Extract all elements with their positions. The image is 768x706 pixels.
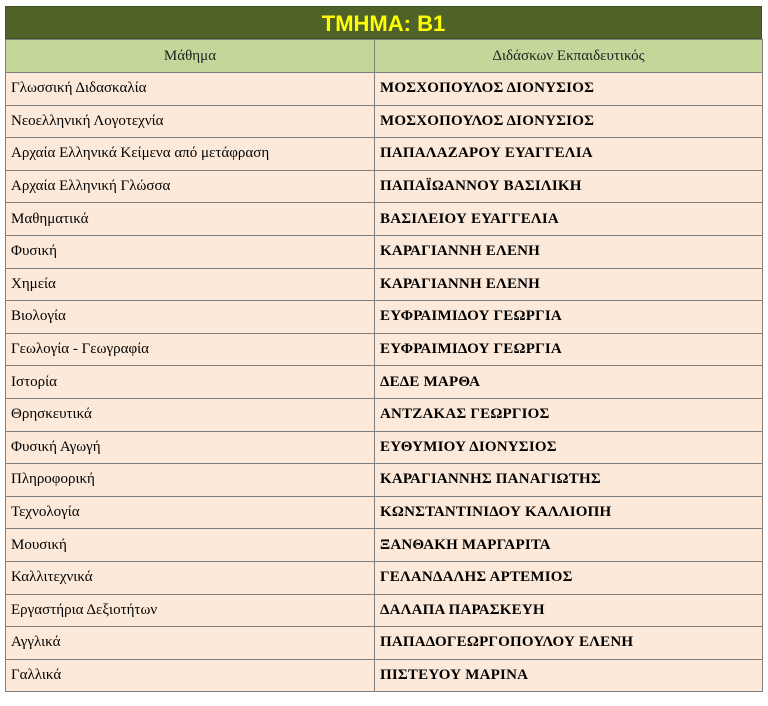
header-row — [6, 40, 763, 73]
subject-cell: Φυσική Αγωγή — [6, 431, 375, 464]
teacher-cell: ΜΟΣΧΟΠΟΥΛΟΣ ΔΙΟΝΥΣΙΟΣ — [375, 105, 763, 138]
table-row — [6, 659, 763, 692]
table-row — [6, 561, 763, 594]
subject-cell: Πληροφορική — [6, 464, 375, 497]
table-row — [6, 138, 763, 171]
teacher-cell: ΠΙΣΤΕΥΟΥ ΜΑΡΙΝΑ — [375, 659, 763, 692]
subject-cell: Αγγλικά — [6, 627, 375, 660]
table-row — [6, 73, 763, 106]
table-row — [6, 268, 763, 301]
teacher-cell: ΑΝΤΖΑΚΑΣ ΓΕΩΡΓΙΟΣ — [375, 398, 763, 431]
table-body — [6, 73, 763, 692]
teacher-cell: ΠΑΠΑΔΟΓΕΩΡΓΟΠΟΥΛΟΥ ΕΛΕΝΗ — [375, 627, 763, 660]
table-row — [6, 594, 763, 627]
subject-cell: Αρχαία Ελληνικά Κείμενα από μετάφραση — [6, 138, 375, 171]
table-row — [6, 170, 763, 203]
subject-cell: Μουσική — [6, 529, 375, 562]
teacher-cell: ΕΥΘΥΜΙΟΥ ΔΙΟΝΥΣΙΟΣ — [375, 431, 763, 464]
teacher-cell: ΚΑΡΑΓΙΑΝΝΗΣ ΠΑΝΑΓΙΩΤΗΣ — [375, 464, 763, 497]
teacher-cell: ΠΑΠΑΛΑΖΑΡΟΥ ΕΥΑΓΓΕΛΙΑ — [375, 138, 763, 171]
subject-cell: Εργαστήρια Δεξιοτήτων — [6, 594, 375, 627]
table-row — [6, 203, 763, 236]
teachers-table — [5, 39, 763, 692]
teacher-cell: ΜΟΣΧΟΠΟΥΛΟΣ ΔΙΟΝΥΣΙΟΣ — [375, 73, 763, 106]
table-row — [6, 105, 763, 138]
subject-cell: Τεχνολογία — [6, 496, 375, 529]
table-row — [6, 464, 763, 497]
table-row — [6, 333, 763, 366]
schedule-sheet — [5, 6, 762, 692]
table-row — [6, 627, 763, 660]
class-title: ΤΜΗΜΑ: Β1 — [5, 6, 762, 39]
teacher-cell: ΔΑΛΑΠΑ ΠΑΡΑΣΚΕΥΗ — [375, 594, 763, 627]
subject-cell: Θρησκευτικά — [6, 398, 375, 431]
table-row — [6, 235, 763, 268]
subject-cell: Γεωλογία - Γεωγραφία — [6, 333, 375, 366]
subject-cell: Φυσική — [6, 235, 375, 268]
table-row — [6, 398, 763, 431]
subject-cell: Βιολογία — [6, 301, 375, 334]
teacher-cell: ΚΑΡΑΓΙΑΝΝΗ ΕΛΕΝΗ — [375, 235, 763, 268]
table-row — [6, 366, 763, 399]
teacher-cell: ΕΥΦΡΑΙΜΙΔΟΥ ΓΕΩΡΓΙΑ — [375, 333, 763, 366]
subject-cell: Μαθηματικά — [6, 203, 375, 236]
subject-cell: Γαλλικά — [6, 659, 375, 692]
teacher-cell: ΞΑΝΘΑΚΗ ΜΑΡΓΑΡΙΤΑ — [375, 529, 763, 562]
teacher-cell: ΓΕΛΑΝΔΑΛΗΣ ΑΡΤΕΜΙΟΣ — [375, 561, 763, 594]
header-subject: Μάθημα — [6, 40, 375, 73]
subject-cell: Αρχαία Ελληνική Γλώσσα — [6, 170, 375, 203]
teacher-cell: ΚΩΝΣΤΑΝΤΙΝΙΔΟΥ ΚΑΛΛΙΟΠΗ — [375, 496, 763, 529]
table-row — [6, 496, 763, 529]
subject-cell: Γλωσσική Διδασκαλία — [6, 73, 375, 106]
subject-cell: Χημεία — [6, 268, 375, 301]
table-row — [6, 301, 763, 334]
table-row — [6, 529, 763, 562]
teacher-cell: ΠΑΠΑΪΩΑΝΝΟΥ ΒΑΣΙΛΙΚΗ — [375, 170, 763, 203]
teacher-cell: ΕΥΦΡΑΙΜΙΔΟΥ ΓΕΩΡΓΙΑ — [375, 301, 763, 334]
header-teacher: Διδάσκων Εκπαιδευτικός — [375, 40, 763, 73]
teacher-cell: ΒΑΣΙΛΕΙΟΥ ΕΥΑΓΓΕΛΙΑ — [375, 203, 763, 236]
subject-cell: Νεοελληνική Λογοτεχνία — [6, 105, 375, 138]
subject-cell: Ιστορία — [6, 366, 375, 399]
teacher-cell: ΔΕΔΕ ΜΑΡΘΑ — [375, 366, 763, 399]
teacher-cell: ΚΑΡΑΓΙΑΝΝΗ ΕΛΕΝΗ — [375, 268, 763, 301]
table-row — [6, 431, 763, 464]
subject-cell: Καλλιτεχνικά — [6, 561, 375, 594]
